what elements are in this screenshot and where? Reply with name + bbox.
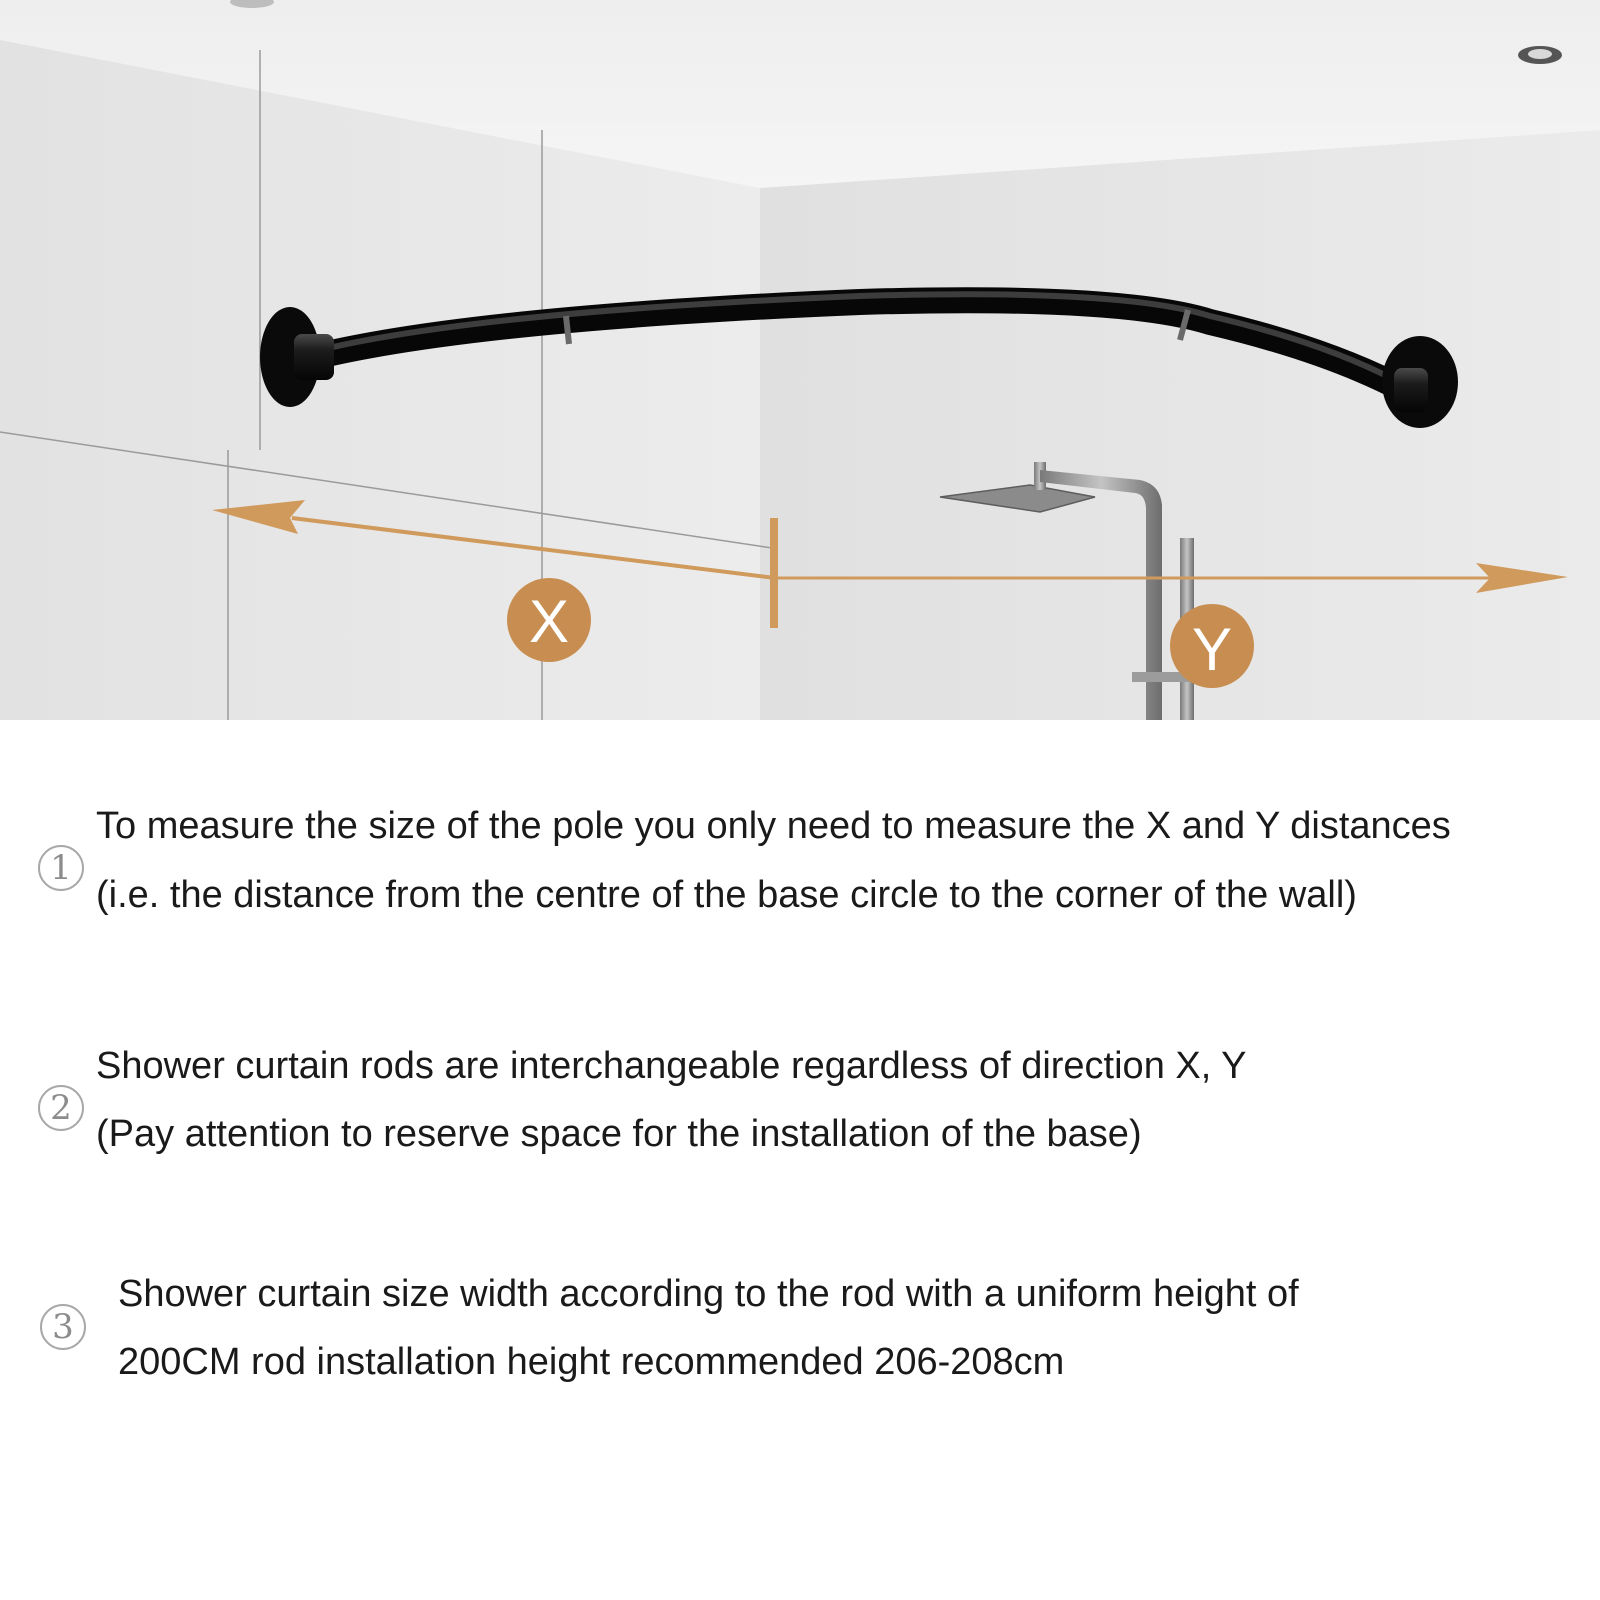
step-3-line-1: Shower curtain size width according to the rod with a uniform height of: [118, 1273, 1299, 1315]
x-label-text: X: [528, 588, 570, 655]
rod-joint: [566, 316, 569, 344]
step-number-2: 2: [38, 1085, 84, 1131]
step-number-1: 1: [38, 845, 84, 891]
right-mount-collar: [1394, 368, 1428, 412]
ceiling-light: [1528, 49, 1552, 59]
step-2-line-1: Shower curtain rods are interchangeable regardless of direction X, Y: [96, 1045, 1247, 1087]
y-label: [1170, 604, 1254, 688]
x-label: [507, 578, 591, 662]
step-number-3: 3: [40, 1304, 86, 1350]
instructions-panel: [0, 720, 1600, 1600]
y-label-text: Y: [1191, 616, 1233, 683]
step-2-line-2: (Pay attention to reserve space for the installation of the base): [96, 1113, 1142, 1155]
bathroom-scene: [0, 0, 1600, 720]
step-1-line-1: To measure the size of the pole you only need to measure the X and Y distances: [96, 805, 1451, 847]
step-3-line-2: 200CM rod installation height recommended 206-208cm: [118, 1341, 1065, 1383]
step-1-line-2: (i.e. the distance from the centre of the base circle to the corner of the wall): [96, 874, 1357, 916]
left-mount-collar: [294, 334, 334, 380]
corner-marker: [770, 518, 778, 628]
